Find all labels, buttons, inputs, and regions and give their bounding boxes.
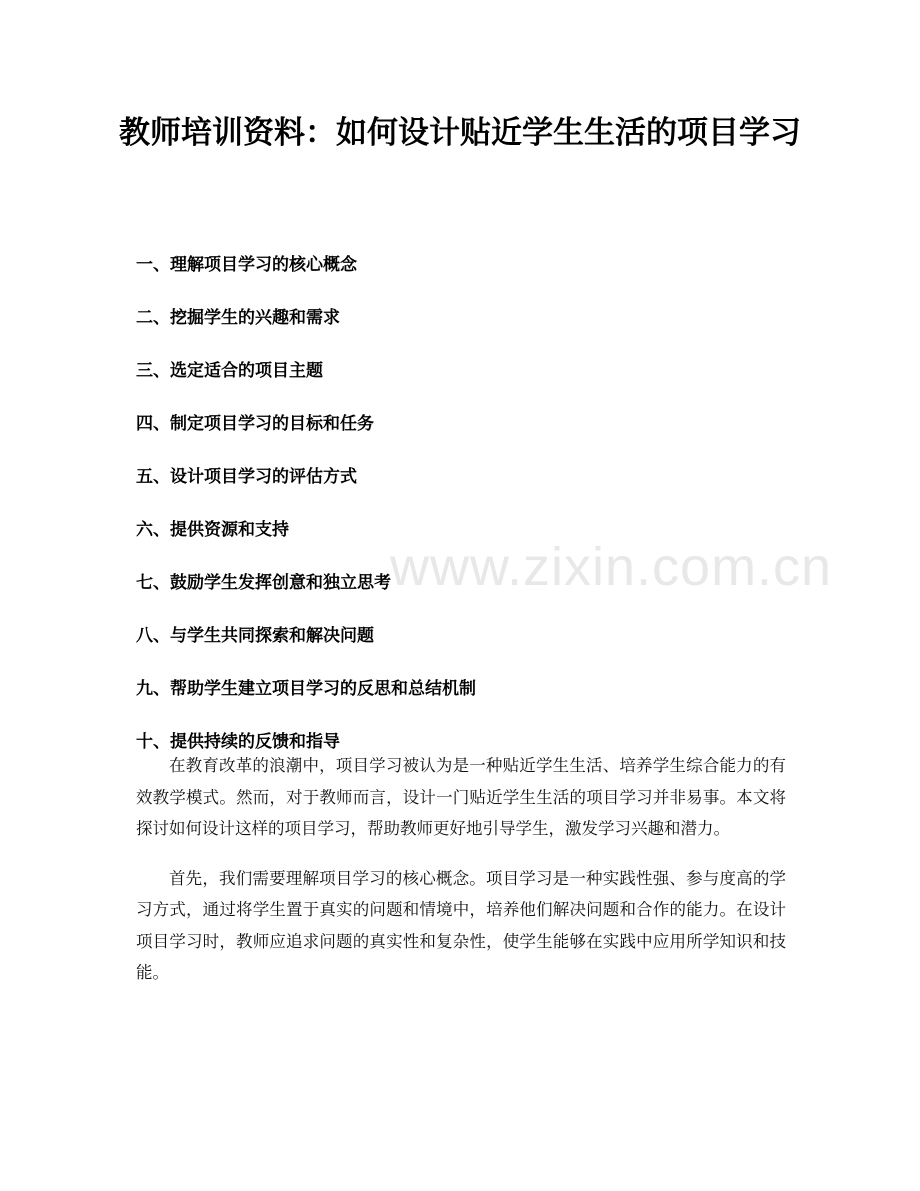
toc-item: 七、鼓励学生发挥创意和独立思考: [136, 573, 391, 593]
body-text: [136, 750, 786, 1007]
paragraph: 在教育改革的浪潮中，项目学习被认为是一种贴近学生生活、培养学生综合能力的有效教学模式。然而，对于教师而言，设计一门贴近学生生活的项目学习并非易事。本文将探讨如何设计这样的项目学习，帮助教师更好地引导学生，激发学习兴趣和潜力。: [136, 756, 786, 838]
toc-item: 一、理解项目学习的核心概念: [136, 255, 357, 275]
toc-item: 八、与学生共同探索和解决问题: [136, 626, 374, 646]
toc-item: 三、选定适合的项目主题: [136, 361, 323, 381]
paragraph: 首先，我们需要理解项目学习的核心概念。项目学习是一种实践性强、参与度高的学习方式，通过将学生置于真实的问题和情境中，培养他们解决问题和合作的能力。在设计项目学习时，教师应追求问题的真实性和复杂性，使学生能够在实践中应用所学知识和技能。: [136, 868, 786, 982]
toc-item: 二、挖掘学生的兴趣和需求: [136, 308, 340, 328]
document-title: 教师培训资料：如何设计贴近学生生活的项目学习: [119, 115, 801, 151]
toc-item: 九、帮助学生建立项目学习的反思和总结机制: [136, 679, 476, 699]
toc-item: 十、提供持续的反馈和指导: [136, 732, 340, 752]
toc-item: 六、提供资源和支持: [136, 520, 289, 540]
table-of-contents: [136, 250, 796, 780]
toc-item: 四、制定项目学习的目标和任务: [136, 414, 374, 434]
watermark: www.zixin.com.cn: [390, 537, 833, 597]
toc-item: 五、设计项目学习的评估方式: [136, 467, 357, 487]
